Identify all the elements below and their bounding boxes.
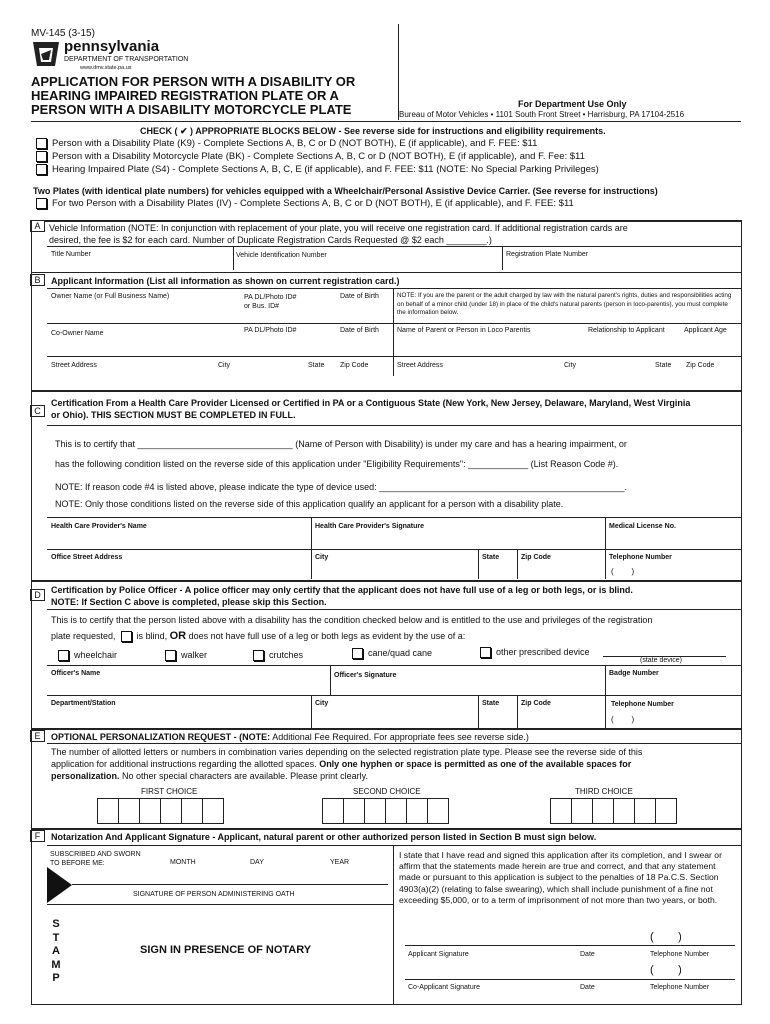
provider-sig-label: Health Care Provider's Signature — [315, 523, 425, 530]
section-e-text: The number of allotted letters or numbers in combination varies depending on the selected registration plate type. Please see the reverse side of this application for additional instructions regarding the allotted spaces. Only one hyphen or space is permitted as one of the available spaces for personalization. No other special characters are available. Please print clearly. — [51, 747, 643, 781]
coapplicant-sig-label: Co-Applicant Signature — [408, 984, 480, 991]
section-c-cert1: This is to certify that _______________________________ (Name of Person with Disability) is under my care and has a hearing impairment, or — [55, 439, 627, 449]
applicant-age-label: Applicant Age — [684, 327, 727, 334]
section-d-cert1: This is to certify that the person listed above with a disability has the condition checked below and is entitled to the use and privileges of the registration — [51, 615, 653, 625]
k9-checkbox[interactable] — [36, 138, 47, 149]
parent-name-label: Name of Parent or Person in Loco Parentis — [397, 327, 531, 334]
officer-sig-label: Officer's Signature — [334, 672, 397, 679]
owner-dob-label: Date of Birth — [340, 293, 379, 300]
office-city-label: City — [315, 554, 329, 561]
section-e-letter: E — [30, 730, 45, 742]
k9-option-label: Person with a Disability Plate (K9) - Complete Sections A, B, C or D (NOT BOTH), E (if applicable), and F. FEE: $11 — [52, 138, 538, 150]
license-label: Medical License No. — [609, 523, 676, 530]
bureau-address: Bureau of Motor Vehicles • 1101 South Front Street • Harrisburg, PA 17104-2516 — [399, 110, 685, 119]
second-choice-boxes[interactable] — [322, 798, 448, 824]
state-device-label: (state device) — [640, 657, 683, 664]
first-choice-label: FIRST CHOICE — [141, 787, 198, 796]
title-number-input[interactable] — [47, 262, 232, 269]
owner-name-label: Owner Name (or Full Business Name) — [51, 293, 170, 300]
parent-street-label: Street Address — [397, 362, 443, 369]
walker-checkbox[interactable] — [165, 650, 176, 661]
city-label: City — [218, 362, 231, 369]
sign-notary-label: SIGN IN PRESENCE OF NOTARY — [140, 944, 312, 956]
owner-dl-label: PA DL/Photo ID# or Bus. ID# — [244, 294, 297, 310]
wheelchair-checkbox[interactable] — [58, 650, 69, 661]
vin-label: Vehicle Identification Number — [236, 252, 327, 259]
third-choice-boxes[interactable] — [550, 798, 676, 824]
check-heading: CHECK ( ✔ ) APPROPRIATE BLOCKS BELOW - See reverse side for instructions and eligibility requirements. — [140, 126, 606, 136]
section-d-cert2: plate requested, is blind, OR does not have full use of a leg or both legs as evident by the use of a: — [51, 630, 466, 642]
officer-zip-label: Zip Code — [521, 700, 551, 707]
office-phone-label: Telephone Number — [609, 554, 672, 561]
officer-phone-label: Telephone Number — [611, 701, 674, 708]
section-c-note1: NOTE: If reason code #4 is listed above, please indicate the type of device used: _________________________________________________. — [55, 482, 627, 492]
s4-option-label: Hearing Impaired Plate (S4) - Complete Sections A, B, C, E (if applicable), and F. FEE: $11 (NOTE: No Special Parking Privileges) — [52, 164, 599, 176]
third-choice-label: THIRD CHOICE — [575, 787, 633, 796]
section-c-note2: NOTE: Only those conditions listed on the reverse side of this application qualify an applicant for a person with a disability plate. — [55, 499, 564, 509]
officer-phone-paren: ( ) — [611, 715, 635, 724]
two-plates-heading: Two Plates (with identical plate numbers) for vehicles equipped with a Wheelchair/Personal Assistive Device Carrier. (See reverse for instructions) — [33, 186, 658, 196]
coapplicant-phone-label: Telephone Number — [650, 984, 710, 991]
sworn-label: SUBSCRIBED AND SWORN TO BEFORE ME: — [50, 851, 141, 867]
agency-name: pennsylvania — [64, 38, 160, 55]
blind-checkbox[interactable] — [121, 631, 132, 642]
section-a-text: Vehicle Information (NOTE: In conjunction with replacement of your plate, you will receive one registration card. If additional registration cards are desired, the fee is $2 for each card. Number of Duplicate Registration Cards Requested @ $2 each ________.) — [49, 223, 628, 245]
applicant-phone-label: Telephone Number — [650, 951, 710, 958]
title-number-label: Title Number — [51, 251, 91, 258]
relationship-label: Relationship to Applicant — [588, 327, 665, 334]
section-d-letter: D — [30, 589, 45, 601]
bk-option-label: Person with a Disability Motorcycle Plate (BK) - Complete Sections A, B, C or D (NOT BOTH), E (if applicable), and F. Fee: $11 — [52, 151, 585, 163]
website: www.dmv.state.pa.us — [80, 65, 132, 71]
coowner-name-label: Co-Owner Name — [51, 330, 104, 337]
stamp-label: S T A M P — [51, 918, 61, 984]
applicant-phone-paren: ( ) — [650, 931, 682, 943]
officer-city-label: City — [315, 700, 329, 707]
other-device-option: other prescribed device — [480, 647, 590, 658]
office-street-label: Office Street Address — [51, 554, 123, 561]
sworn-statement: I state that I have read and signed this application after its completion, and I swear or affirm that the statements made herein are true and correct, and that any statement made or pursuant to this application is subject to the penalties of 18 Pa.C.S. Section 4903(a)(2) (relating to false swearing), which shall include punishment of a fine not exceeding $5,000, or to a term of imprisonment of not more than two years, or both. — [399, 850, 722, 905]
crutches-option: crutches — [253, 650, 303, 661]
reg-plate-label: Registration Plate Number — [506, 251, 589, 258]
section-e-heading: OPTIONAL PERSONALIZATION REQUEST - (NOTE: Additional Fee Required. For appropriate fees see reverse side.) — [51, 732, 529, 742]
sign-arrow-icon — [47, 867, 72, 903]
section-c-cert2: has the following condition listed on the reverse side of this application under "Eligibility Requirements": ____________ (List Reason Code #). — [55, 459, 619, 469]
section-c-heading: Certification From a Health Care Provider Licensed or Certified in PA or a Contiguous State (New York, New Jersey, Delaware, Maryland, West Virginia or Ohio). THIS SECTION MUST BE COMPLETED IN FULL. — [51, 398, 691, 420]
department-label: Department/Station — [51, 700, 116, 707]
section-b-letter: B — [30, 274, 45, 286]
officer-name-label: Officer's Name — [51, 670, 101, 677]
bk-checkbox[interactable] — [36, 151, 47, 162]
section-a-letter: A — [30, 220, 45, 232]
year-label: YEAR — [330, 859, 350, 866]
cane-option: cane/quad cane — [352, 648, 432, 659]
first-choice-boxes[interactable] — [97, 798, 223, 824]
form-id: MV-145 (3-15) — [31, 28, 95, 39]
zip-label: Zip Code — [340, 362, 369, 369]
second-choice-label: SECOND CHOICE — [353, 787, 421, 796]
coapplicant-phone-paren: ( ) — [650, 964, 682, 976]
parent-zip-label: Zip Code — [686, 362, 715, 369]
section-f-heading: Notarization And Applicant Signature - Applicant, natural parent or other authorized person listed in Section B must sign below. — [51, 832, 597, 842]
iv-checkbox[interactable] — [36, 198, 47, 209]
applicant-date-label: Date — [580, 951, 595, 958]
office-phone-paren: ( ) — [611, 567, 635, 576]
office-zip-label: Zip Code — [521, 554, 551, 561]
cane-checkbox[interactable] — [352, 648, 363, 659]
wheelchair-option: wheelchair — [58, 650, 117, 661]
state-label: State — [308, 362, 325, 369]
s4-checkbox[interactable] — [36, 164, 47, 175]
section-f-letter: F — [30, 830, 45, 842]
section-d-heading: Certification by Police Officer - A police officer may only certify that the applicant does not have full use of a leg or both legs, or is blind. NOTE: If Section C above is completed, please skip this Section. — [51, 585, 633, 607]
form-title: APPLICATION FOR PERSON WITH A DISABILITY OR HEARING IMPAIRED REGISTRATION PLATE OR A PERSON WITH A DISABILITY MOTORCYCLE PLATE — [31, 74, 356, 117]
department-name: DEPARTMENT OF TRANSPORTATION — [64, 56, 189, 63]
parent-city-label: City — [564, 362, 577, 369]
street-label: Street Address — [51, 362, 97, 369]
walker-option: walker — [165, 650, 207, 661]
applicant-sig-label: Applicant Signature — [408, 951, 469, 958]
parent-state-label: State — [655, 362, 672, 369]
parent-note: NOTE: If you are the parent or the adult charged by law with the natural parent's rights, duties and responsibilities acting on behalf of a minor child (under 18) in place of the child's natural parents (person in loco-parentis), you must complete the information below. — [397, 292, 732, 316]
office-state-label: State — [482, 554, 500, 561]
month-label: MONTH — [170, 859, 196, 866]
section-b-heading: Applicant Information (List all information as shown on current registration card.) — [51, 276, 400, 286]
notary-sig-label: SIGNATURE OF PERSON ADMINISTERING OATH — [133, 891, 295, 898]
section-c-letter: C — [30, 405, 45, 417]
pennsylvania-keystone-logo — [31, 40, 61, 68]
coowner-dl-label: PA DL/Photo ID# — [244, 327, 297, 334]
coapplicant-date-label: Date — [580, 984, 595, 991]
other-device-checkbox[interactable] — [480, 647, 491, 658]
day-label: DAY — [250, 859, 264, 866]
iv-option-label: For two Person with a Disability Plates (IV) - Complete Sections A, B, C or D (NOT BOTH), E (if applicable), and F. FEE: $11 — [52, 198, 574, 210]
badge-label: Badge Number — [609, 670, 659, 677]
crutches-checkbox[interactable] — [253, 650, 264, 661]
dept-use-label: For Department Use Only — [518, 99, 627, 109]
officer-state-label: State — [482, 700, 500, 707]
provider-name-label: Health Care Provider's Name — [51, 523, 147, 530]
coowner-dob-label: Date of Birth — [340, 327, 379, 334]
